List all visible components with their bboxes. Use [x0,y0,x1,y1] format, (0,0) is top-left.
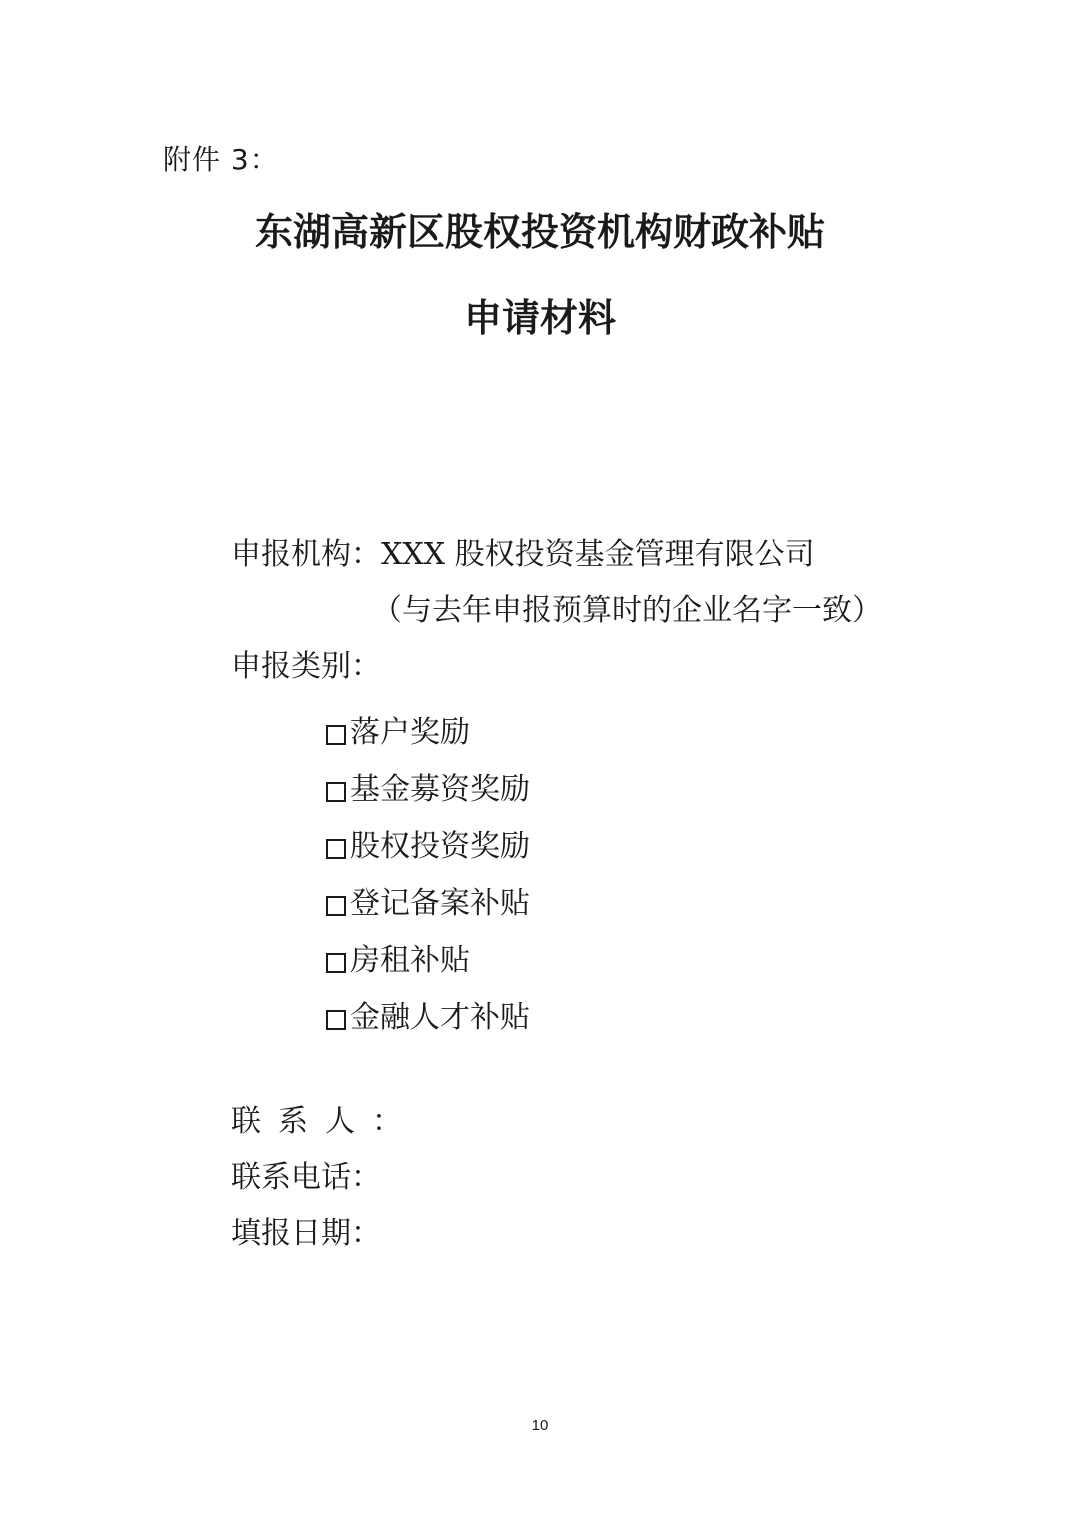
category-item-label: 金融人才补贴 [350,999,530,1035]
category-item-fundraising-reward[interactable] [326,761,530,818]
attachment-label: 附件 3： [163,143,279,176]
contact-person-colon: ： [372,1104,402,1139]
category-list [326,704,530,1046]
checkbox-icon[interactable] [326,953,346,973]
category-item-label: 基金募资奖励 [350,771,530,807]
applicant-org-value: XXX 股权投资基金管理有限公司 [381,537,815,572]
category-item-label: 落户奖励 [350,714,470,750]
category-item-settlement-reward[interactable] [326,704,530,761]
contact-person-field [231,1101,402,1143]
document-title-line-1: 东湖高新区股权投资机构财政补贴 [254,210,825,254]
applicant-org-field [231,534,815,576]
checkbox-icon[interactable] [326,725,346,745]
applicant-org-note: （与去年申报预算时的企业名字一致） [372,593,882,628]
checkbox-icon[interactable] [326,1010,346,1030]
page-number: 10 [531,1417,549,1434]
checkbox-icon[interactable] [326,839,346,859]
category-item-rent-subsidy[interactable] [326,932,530,989]
checkbox-icon[interactable] [326,896,346,916]
category-item-label: 房租补贴 [350,942,470,978]
category-item-label: 登记备案补贴 [350,885,530,921]
contact-phone-label: 联系电话： [231,1160,381,1195]
category-item-financial-talent-subsidy[interactable] [326,989,530,1046]
category-item-label: 股权投资奖励 [350,828,530,864]
applicant-org-label: 申报机构： [231,537,381,572]
document-title-line-2: 申请材料 [463,296,616,340]
category-item-equity-investment-reward[interactable] [326,818,530,875]
category-label: 申报类别： [231,649,381,684]
checkbox-icon[interactable] [326,782,346,802]
contact-person-label: 联系人 [231,1104,372,1139]
fill-date-label: 填报日期： [231,1216,381,1251]
category-item-registration-subsidy[interactable] [326,875,530,932]
